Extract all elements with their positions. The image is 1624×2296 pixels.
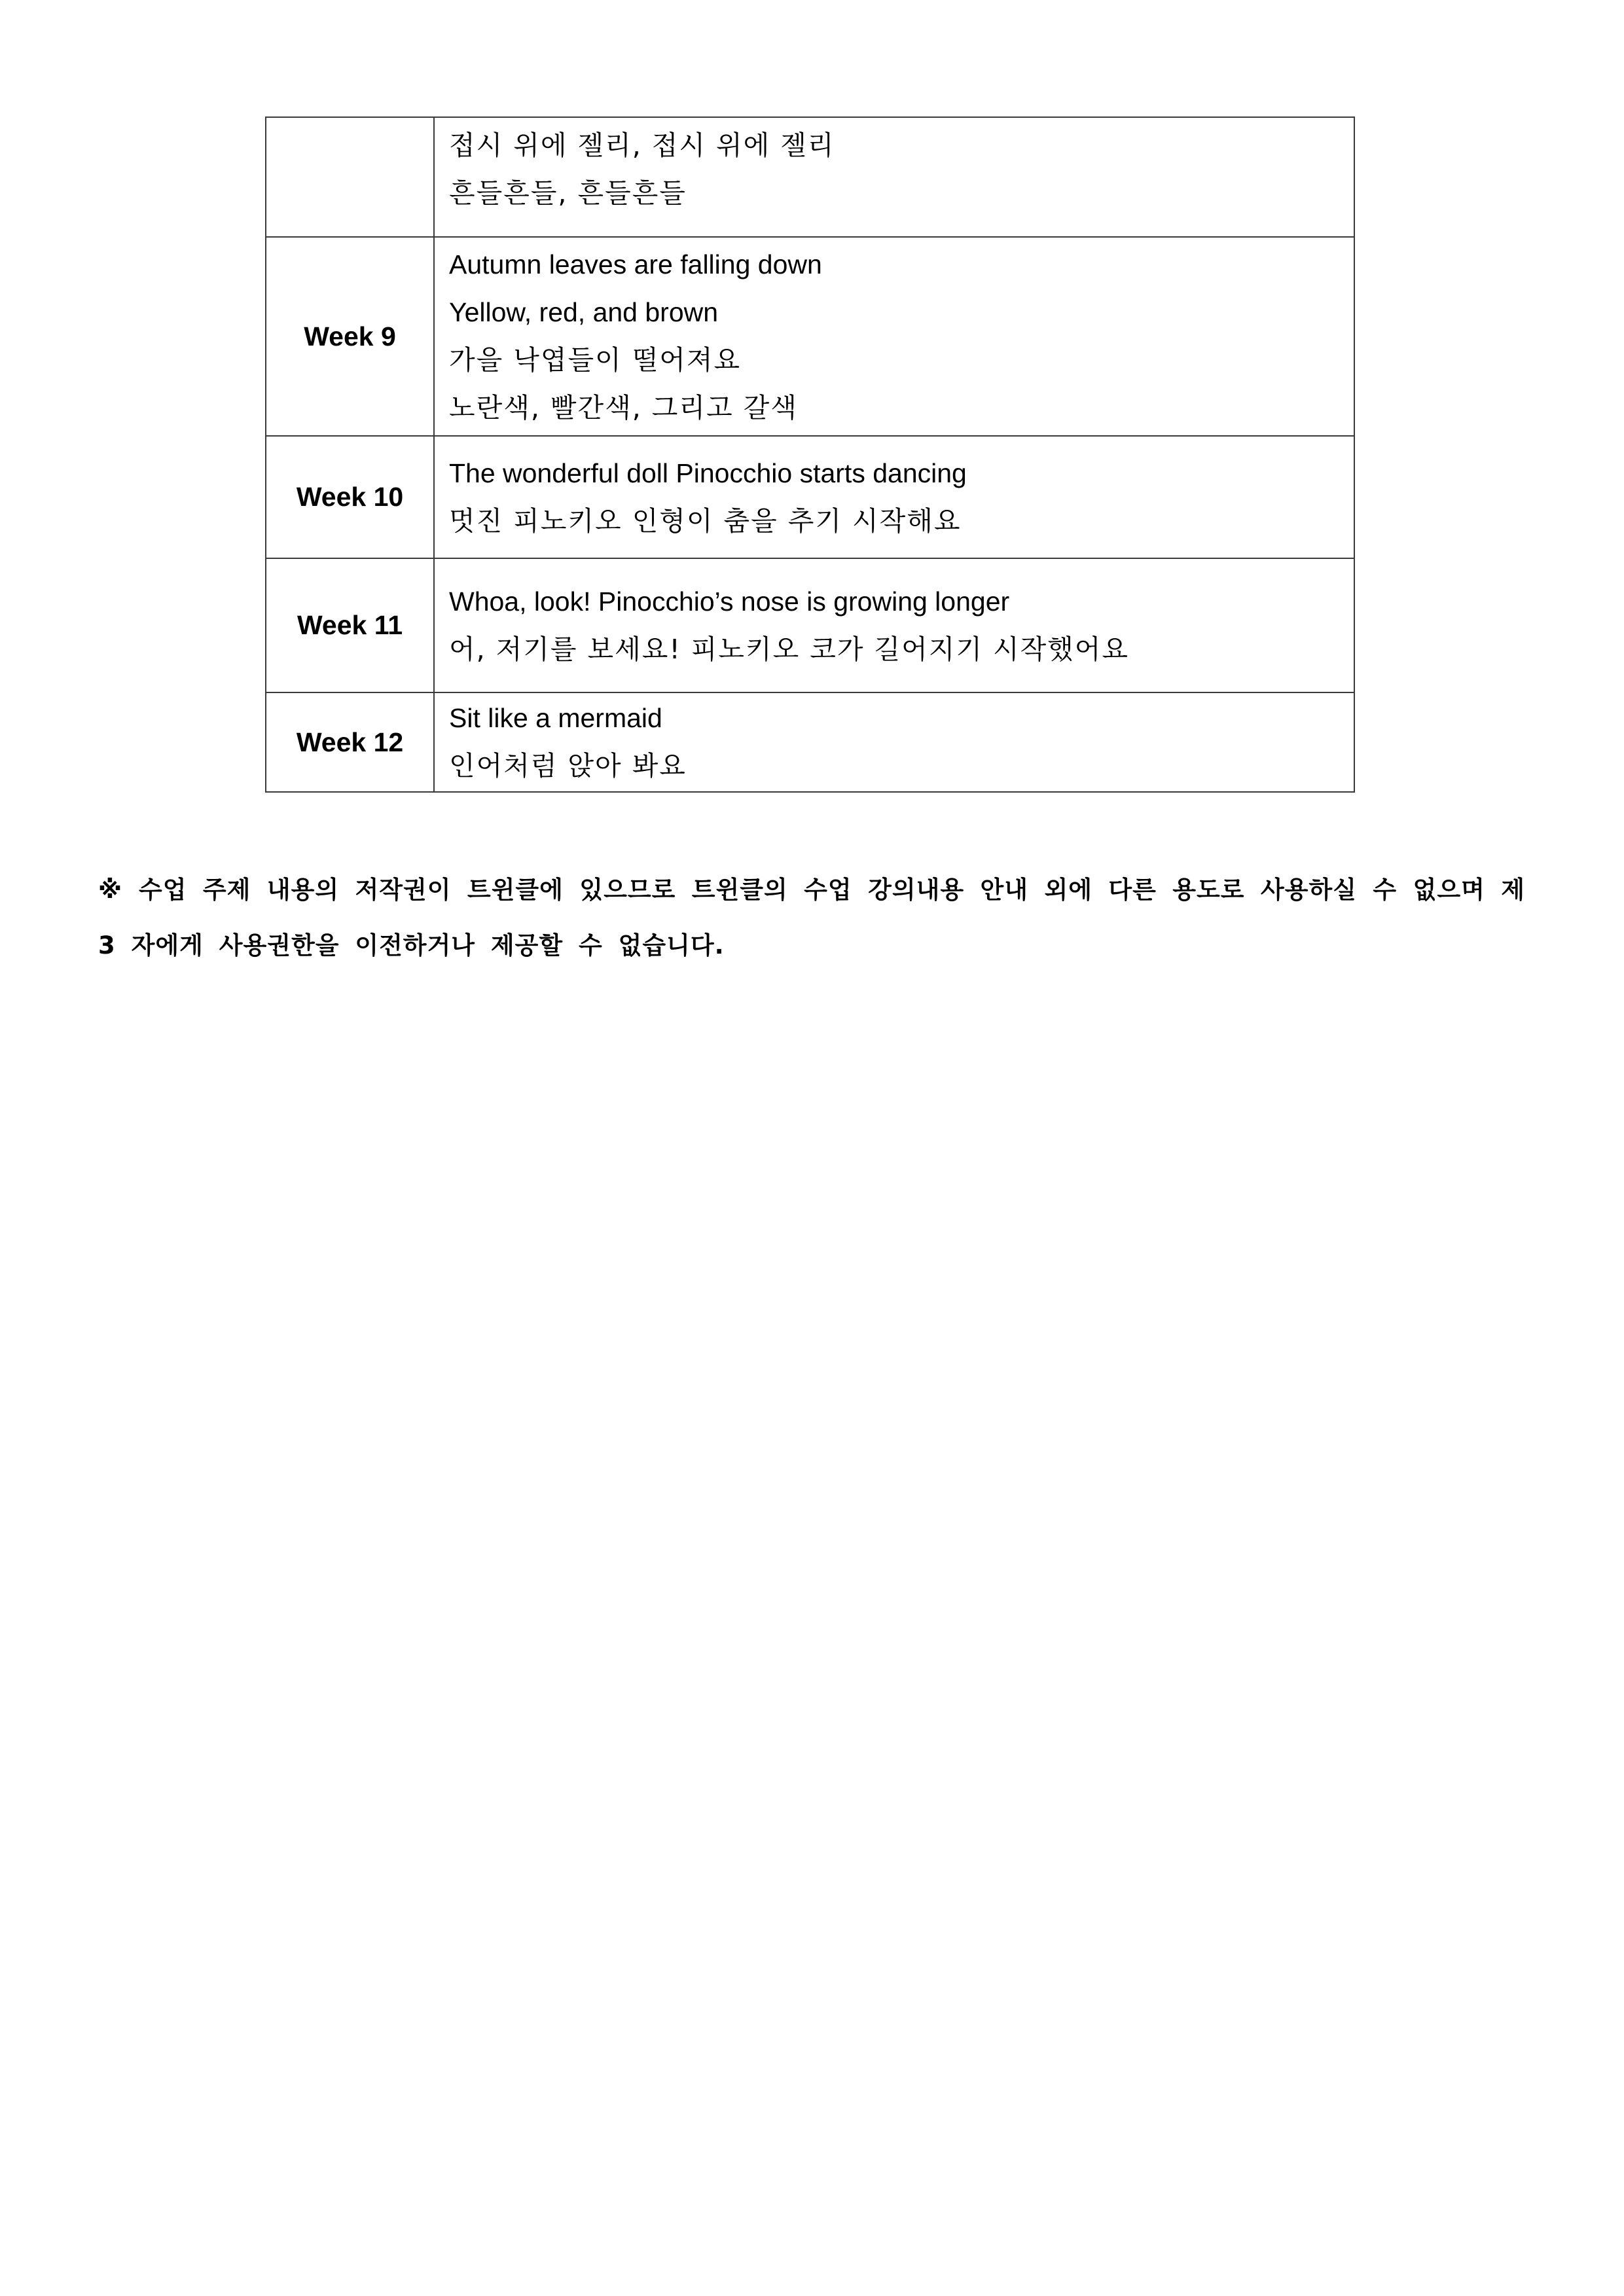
lyric-line: The wonderful doll Pinocchio starts dancing bbox=[449, 457, 967, 488]
table-row bbox=[266, 558, 1354, 692]
lyrics-cell bbox=[434, 237, 1354, 436]
week-label: Week 10 bbox=[266, 436, 434, 558]
lyric-line: Whoa, look! Pinocchio’s nose is growing longer bbox=[449, 586, 1010, 617]
lyric-line: 접시 위에 젤리, 접시 위에 젤리 bbox=[449, 130, 835, 161]
week-label: Week 12 bbox=[266, 692, 434, 792]
table-row bbox=[266, 692, 1354, 792]
table-row bbox=[266, 117, 1354, 237]
lyrics-cell bbox=[434, 558, 1354, 692]
week-label: Week 11 bbox=[266, 558, 434, 692]
lyric-line: 가을 낙엽들이 떨어져요 bbox=[449, 344, 742, 376]
table-row bbox=[266, 237, 1354, 436]
week-label: Week 9 bbox=[266, 237, 434, 436]
lyric-line: 인어처럼 앉아 봐요 bbox=[449, 750, 687, 781]
lyric-line: 멋진 피노키오 인형이 춤을 추기 시작해요 bbox=[449, 505, 962, 537]
week-label bbox=[266, 117, 434, 237]
lyric-line: Sit like a mermaid bbox=[449, 703, 662, 733]
lyric-line: 흔들흔들, 흔들흔들 bbox=[449, 177, 687, 209]
lyric-line: Autumn leaves are falling down bbox=[449, 249, 822, 279]
copyright-notice: ※ 수업 주제 내용의 저작권이 트윈클에 있으므로 트윈클의 수업 강의내용 안내 외에 다른 용도로 사용하실 수 없으며 제 3 자에게 사용권한을 이전하거나 제공할 수 없습니다. bbox=[98, 876, 1525, 960]
table-row bbox=[266, 436, 1354, 558]
lyric-line: Yellow, red, and brown bbox=[449, 297, 719, 327]
lesson-song-table bbox=[265, 117, 1355, 793]
lyric-line: 어, 저기를 보세요! 피노키오 코가 길어지기 시작했어요 bbox=[449, 633, 1129, 665]
lyrics-cell bbox=[434, 436, 1354, 558]
lyric-line: 노란색, 빨간색, 그리고 갈색 bbox=[449, 392, 798, 423]
lyrics-cell bbox=[434, 692, 1354, 792]
lyrics-cell bbox=[434, 117, 1354, 237]
